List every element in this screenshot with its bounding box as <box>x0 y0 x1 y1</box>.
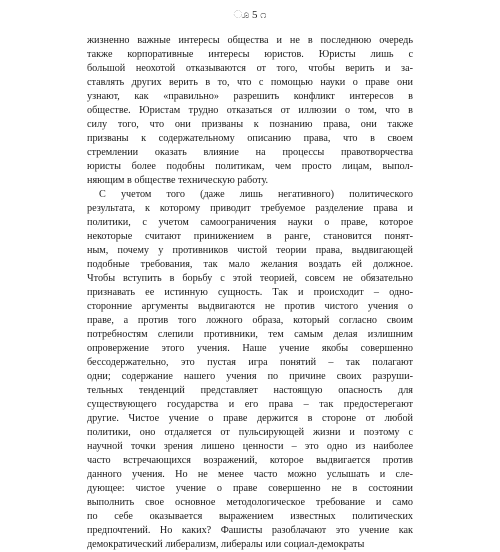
text-line: стремлении оказать влияние на процессы правотворчества <box>87 147 413 158</box>
text-line: Чтобы вступить в борьбу с этой теорией, совсем не обязательно <box>87 273 413 284</box>
text-line: одни; содержание нашего учения по причине своих разруши- <box>87 371 413 382</box>
text-line: сторонние аргументы выдвигаются не против чистого учения о <box>87 301 413 312</box>
text-line: также корпоративные интересы юристов. Юристы лишь с <box>87 49 413 60</box>
text-line: признавать ее истинную сущность. Так и происходит – одно- <box>87 287 413 298</box>
text-line: научной точки зрения лишено ценности – это одно из наиболее <box>87 441 413 452</box>
text-line: обществе. Юристам трудно отказаться от иллюзии о том, что в <box>87 105 413 116</box>
text-line: выполнить свое основное методологическое требование и само <box>87 497 413 508</box>
text-line: силу того, что они призваны к познанию права, они также <box>87 119 413 130</box>
text-line: предпочтений. Но каких? Фашисты разоблачают это учение как <box>87 525 413 536</box>
text-line: большой неохотой отказываются от того, чтобы верить и за- <box>87 63 413 74</box>
text-line: узнают, как «правильно» разрешить конфликт интересов в <box>87 91 413 102</box>
text-line: ставлять других верить в то, что с помощью науки о праве они <box>87 77 413 88</box>
text-line: юристы более подобны политикам, чем просто лицам, выпол- <box>87 161 413 172</box>
text-line: часто встречающихся возражений, которое выдвигается против <box>87 455 413 466</box>
text-line: демократический либерализм, либералы или социал-демократы <box>87 539 365 550</box>
text-line: политики, оно отдаляется от пульсирующей жизни и поэтому с <box>87 427 413 438</box>
text-line: призваны к содержательному описанию права, что в своем <box>87 133 413 144</box>
text-line: С учетом того (даже лишь негативного) политического <box>99 189 413 200</box>
text-line: потребностям слепили противники, тем самым делая излишним <box>87 329 413 340</box>
text-line: дующее: чистое учение о праве совершенно не в состоянии <box>87 483 413 494</box>
text-line: бессодержательно, это пустая игра понятий – так полагают <box>87 357 413 368</box>
text-line: ным, почему у противников чистой теории права, выдвигающей <box>87 245 413 256</box>
page-body-text <box>87 34 413 552</box>
text-line: тельных тенденций представляет настоящую опасность для <box>87 385 413 396</box>
text-line: некоторые считают принижением в ранге, становится понят- <box>87 231 413 242</box>
text-line: по себе оказывается выражением известных политических <box>87 511 413 522</box>
text-line: другие. Чистое учение о праве держится в стороне от любой <box>87 413 413 424</box>
text-line: праве, а против того ложного образа, который согласно своим <box>87 315 413 326</box>
text-line: данного учения. Но не менее часто можно услышать и сле- <box>87 469 413 480</box>
text-line: няющим в обществе техническую работу. <box>87 175 269 186</box>
text-line: существующего государства и его права – так предостерегают <box>87 399 413 410</box>
page-number-header: ೂ 5 ೧ <box>233 9 267 21</box>
text-line: опровержение этого учения. Наше учение якобы совершенно <box>87 343 413 354</box>
text-line: результата, к которому приводит требуемое разделение права и <box>87 203 413 214</box>
text-line: подобные требования, так мало желания воздать ей должное. <box>87 259 413 270</box>
text-line: политики, с учетом самоограничения науки о праве, которое <box>87 217 413 228</box>
text-line: жизненно важные интересы общества и не в последнюю очередь <box>87 35 413 46</box>
